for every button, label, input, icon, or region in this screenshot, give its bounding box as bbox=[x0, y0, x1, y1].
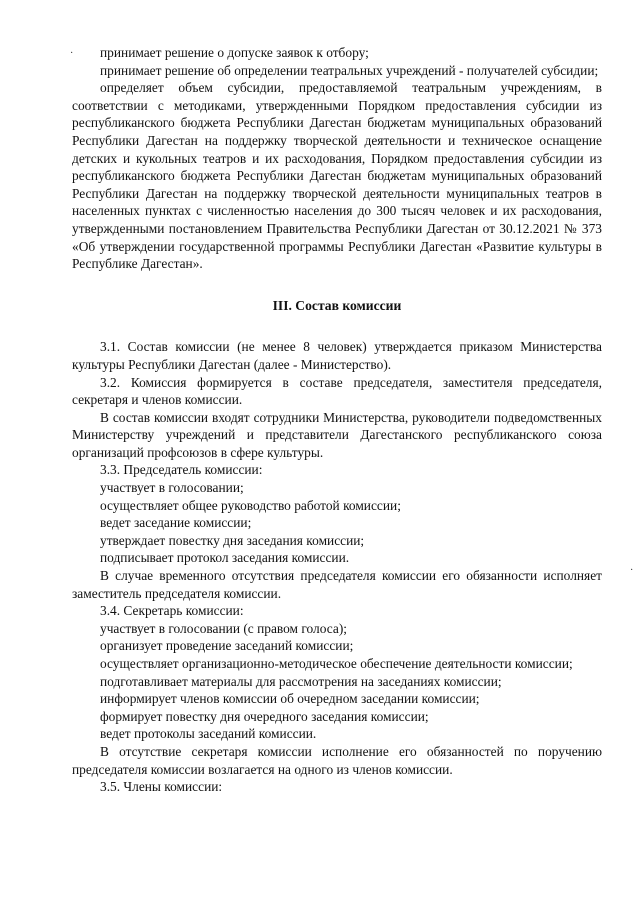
paragraph: В отсутствие секретаря комиссии исполнение его обязанностей по поручению председателя комиссии возлагается на одного из членов комиссии. bbox=[72, 743, 602, 777]
top-text-block bbox=[72, 44, 602, 273]
paragraph: В состав комиссии входят сотрудники Министерства, руководители подведомственных Министерству учреждений и представители Дагестанского республиканского союза организаций профсоюзов в сфере культуры. bbox=[72, 409, 602, 460]
paragraph: подготавливает материалы для рассмотрения на заседаниях комиссии; bbox=[100, 673, 502, 689]
paragraph: 3.4. Секретарь комиссии: bbox=[100, 603, 244, 619]
paragraph: ведет заседание комиссии; bbox=[100, 515, 252, 531]
paragraph: 3.5. Члены комиссии: bbox=[100, 779, 223, 795]
paragraph: участвует в голосовании (с правом голоса); bbox=[100, 620, 347, 636]
paragraph: утверждает повестку дня заседания комиссии; bbox=[100, 532, 365, 548]
paragraph: ведет протоколы заседаний комиссии. bbox=[100, 726, 317, 742]
paragraph: В случае временного отсутствия председателя комиссии его обязанности исполняет заместитель председателя комиссии. bbox=[72, 568, 602, 601]
paragraph: принимает решение об определении театральных учреждений - получателей субсидии; bbox=[100, 62, 599, 78]
scan-speck: · bbox=[630, 565, 634, 576]
paragraph: принимает решение о допуске заявок к отбору; bbox=[100, 45, 369, 60]
paragraph: 3.1. Состав комиссии (не менее 8 человек) утверждается приказом Министерства культуры Республики Дагестан (далее - Министерство). bbox=[72, 339, 602, 372]
bottom-text-block bbox=[72, 338, 602, 795]
paragraph: 3.3. Председатель комиссии: bbox=[100, 462, 263, 478]
paragraph: организует проведение заседаний комиссии; bbox=[100, 638, 354, 654]
paragraph: подписывает протокол заседания комиссии. bbox=[100, 550, 350, 566]
section-title: III. Состав комиссии bbox=[272, 297, 402, 313]
paragraph: информирует членов комиссии об очередном заседании комиссии; bbox=[100, 691, 480, 707]
paragraph: определяет объем субсидии, предоставляемой театральным учреждениям, в соответствии с методиками, утвержденными Порядком предоставления субсидии из республиканского бюджета Республики Дагестан бюджетам муниципальных образований Республики Дагестан на поддержку творческой деятельности и техническое оснащение детских и кукольных театров и их расходования, Порядком предоставления субсидии из республиканского бюджета Республики Дагестан бюджетам муниципальных образований Республики Дагестан на поддержку творческой деятельности муниципальных театров в населенных пунктах с численностью населения до 300 тысяч человек и их расходования, утвержденными постановлением Правительства Республики Дагестан от 30.12.2021 № 373 «Об утверждении государственной программы Республики Дагестан «Развитие культуры в Республике Дагестан». bbox=[72, 80, 602, 272]
paragraph: формирует повестку дня очередного заседания комиссии; bbox=[100, 708, 429, 724]
paragraph: участвует в голосовании; bbox=[100, 480, 244, 496]
paragraph: осуществляет организационно-методическое обеспечение деятельности комиссии; bbox=[100, 656, 573, 671]
paragraph: 3.2. Комиссия формируется в составе председателя, заместителя председателя, секретаря и членов комиссии. bbox=[72, 374, 602, 408]
scan-speck: · bbox=[70, 48, 74, 59]
paragraph: осуществляет общее руководство работой комиссии; bbox=[100, 497, 401, 513]
